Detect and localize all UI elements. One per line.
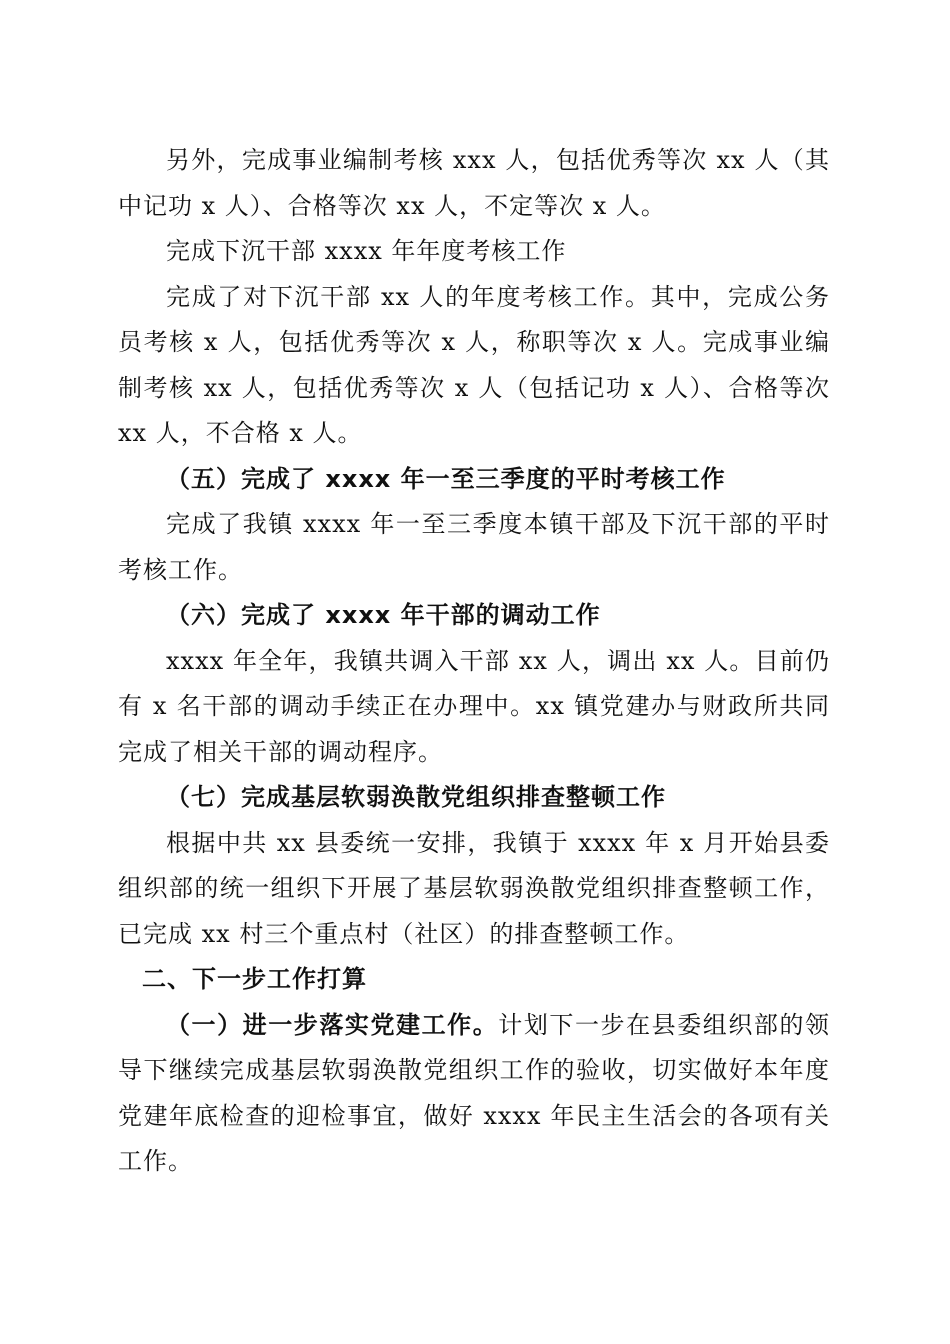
paragraph-staff-assessment: 另外，完成事业编制考核 xxx 人，包括优秀等次 xx 人（其中记功 x 人）、合格等次 xx 人，不定等次 x 人。 bbox=[118, 146, 830, 220]
paragraph-sent-down-cadre-assessment: 完成了对下沉干部 xx 人的年度考核工作。其中，完成公务员考核 x 人，包括优秀等次 x 人，称职等次 x 人。完成事业编制考核 xx 人，包括优秀等次 x 人（包括记功 x 人）、合格等次 xx 人，不合格 x 人。 bbox=[118, 282, 830, 447]
paragraph-party-rectification: 根据中共 xx 县委统一安排，我镇于 xxxx 年 x 月开始县委组织部的统一组织下开展了基层软弱涣散党组织排查整顿工作，已完成 xx 村三个重点村（社区）的排查整顿工作。 bbox=[118, 828, 830, 948]
subheading-six: （六）完成了 xxxx 年干部的调动工作 bbox=[166, 601, 601, 629]
paragraph-cadre-transfer: xxxx 年全年，我镇共调入干部 xx 人，调出 xx 人。目前仍有 x 名干部的调动手续正在办理中。xx 镇党建办与财政所共同完成了相关干部的调动程序。 bbox=[118, 646, 830, 766]
next-step-one-lead: （一）进一步落实党建工作。 bbox=[166, 1010, 499, 1039]
section-heading-next-steps: 二、下一步工作打算 bbox=[142, 965, 367, 993]
paragraph-quarterly-assessment: 完成了我镇 xxxx 年一至三季度本镇干部及下沉干部的平时考核工作。 bbox=[118, 510, 830, 584]
subheading-five: （五）完成了 xxxx 年一至三季度的平时考核工作 bbox=[166, 464, 726, 493]
next-step-one-body: 计划下一步在县委组织部的领导下继续完成基层软弱涣散党组织工作的验收，切实做好本年度党建年底检查的迎检事宜，做好 xxxx 年民主生活会的各项有关工作。 bbox=[118, 1010, 831, 1175]
paragraph-sent-down-cadre-title: 完成下沉干部 xxxx 年年度考核工作 bbox=[166, 237, 567, 265]
paragraph-next-step-one bbox=[118, 1003, 830, 1185]
document-body bbox=[118, 138, 830, 1185]
subheading-seven: （七）完成基层软弱涣散党组织排查整顿工作 bbox=[166, 783, 666, 811]
